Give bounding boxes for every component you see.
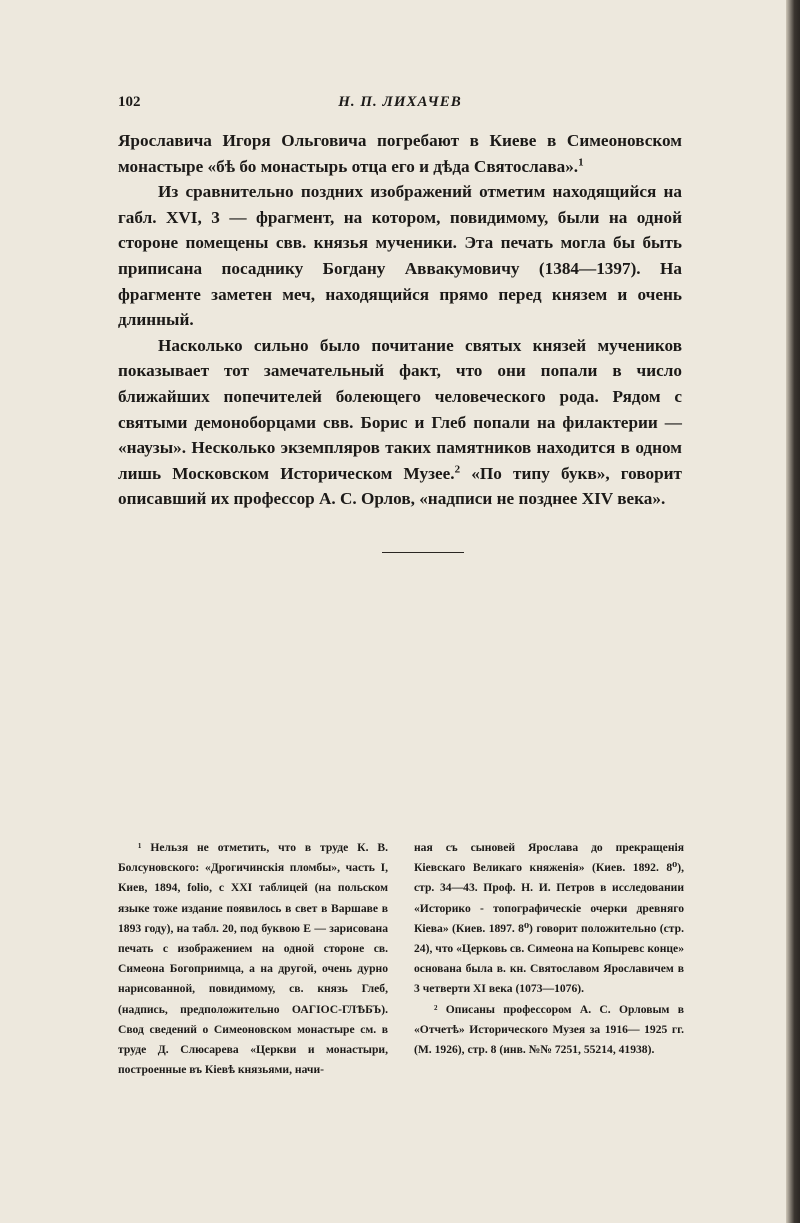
page-header xyxy=(118,94,682,118)
paragraph-2: Из сравнительно поздних изображений отметим находящийся на габл. XVI, 3 — фрагмент, на котором, повидимому, были на одной стороне помещены свв. князья мученики. Эта печать могла бы быть приписана посаднику Богдану Аввакумовичу (1384—1397). На фрагменте заметен меч, находящийся прямо перед князем и очень длинный. xyxy=(118,182,682,330)
footnote-ref-1: 1 xyxy=(578,155,584,168)
footnote-1: ¹ Нельзя не отметить, что в труде К. В. Болсуновского: «Дрогичинскія пломбы», часть I, Киев, 1894, folio, с XXI таблицей (на польском языке тоже издание появилось в свет в Варшаве в 1893 году), на табл. 20, под буквою Е — зарисована печать с изображением на одной стороне св. Симеона Богоприимца, а на другой, очень дурно нарисованной, повидимому, св. князь Глеб, (надпись, предположительно ОАГIОС-ГЛѢБЪ). Свод сведений о Симеоновском монастыре см. в труде Д. Слюсарева «Церкви и монастыри, построенные въ Кіевѣ князьями, начи- xyxy=(118,841,388,1077)
footnotes xyxy=(118,838,684,1080)
footnote-divider xyxy=(382,552,464,553)
paragraph-3: Насколько сильно было почитание святых князей мучеников показывает тот замечательный факт, что они попали в число ближайших попечителей болеющего человеческого рода. Рядом с святыми демоноборцами свв. Борис и Глеб попали на филактерии — «наузы». Несколько экземпляров таких памятников находится в одном лишь Московском Историческом Музее.$^2$ «По типу букв», говорит описавший их профессор А. С. Орлов, «надписи не позднее XIV века». xyxy=(118,335,682,509)
footnote-column-right xyxy=(414,838,684,1080)
main-text xyxy=(118,128,682,512)
page-number: 102 xyxy=(118,94,141,110)
footnote-1-continued: ная съ сыновей Ярослава до прекращенія Кіевскаго Великаго княженія» (Киев. 1892. 8⁰), стр. 34—43. Проф. Н. И. Петров в исследовании «Историко - топографическіе очерки древняго Кіева» (Киев. 1897. 8⁰) говорит положительно (стр. 24), что «Церковь св. Симеона на Копыревс конце» основана была в. кн. Святославом Ярославичем в 3 четверти XI века (1073—1076). xyxy=(414,841,684,996)
footnote-column-left xyxy=(118,838,388,1080)
running-title: Н. П. ЛИХАЧЕВ xyxy=(338,94,462,110)
footnote-2: ² Описаны профессором А. С. Орловым в «Отчетѣ» Исторического Музея за 1916— 1925 гг. (М. 1926), стр. 8 (инв. №№ 7251, 55214, 41938). xyxy=(414,1002,684,1057)
paragraph-1: Ярославича Игоря Ольговича погребают в Киеве в Симеоновском монастыре «бѣ бо монастырь отца его и дѣда Святослава».$^1$ xyxy=(118,131,682,176)
page-edge xyxy=(786,0,800,1223)
footnote-ref-2: 2 xyxy=(454,462,461,475)
